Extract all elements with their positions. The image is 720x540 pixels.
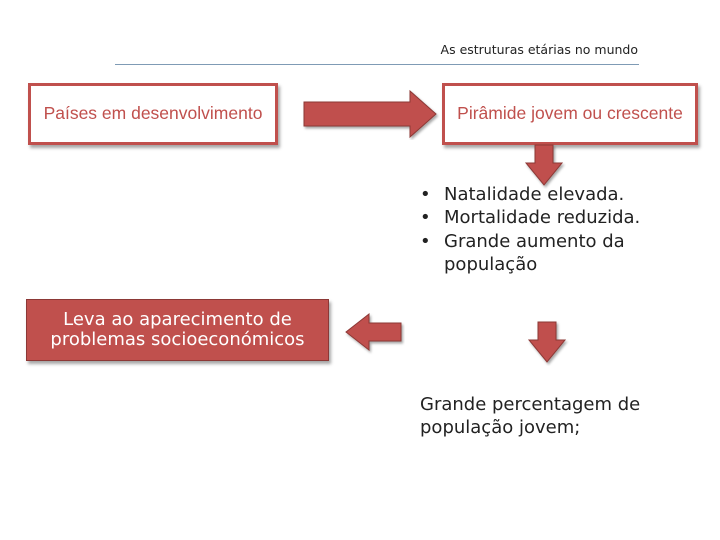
list-item [416,206,706,229]
box-young-pyramid [442,83,698,145]
characteristics-list [416,183,706,277]
page-title: As estruturas etárias no mundo [440,42,638,57]
box-young-pyramid-label: Pirâmide jovem ou crescente [457,103,683,124]
header-divider [115,64,639,65]
box-consequence-label: Leva ao aparecimento de problemas socioeconómicos [50,309,305,350]
bullet-icon: • [420,207,431,229]
arrow-down-icon [527,320,569,366]
box-developing-countries [28,83,278,145]
result-text: Grande percentagem de população jovem; [420,394,641,439]
list-item [416,230,706,277]
box-consequence [26,299,329,361]
bullet-icon: • [420,230,431,252]
list-item-text: Natalidade elevada. [444,184,625,205]
bullet-icon: • [420,184,431,205]
list-item [416,183,706,206]
list-item-text: Mortalidade reduzida. [444,207,641,229]
box-developing-countries-label: Países em desenvolvimento [43,103,263,124]
arrow-right-icon [300,88,442,140]
arrow-left-icon [343,311,405,355]
list-item-text: Grande aumento da população [444,230,625,276]
